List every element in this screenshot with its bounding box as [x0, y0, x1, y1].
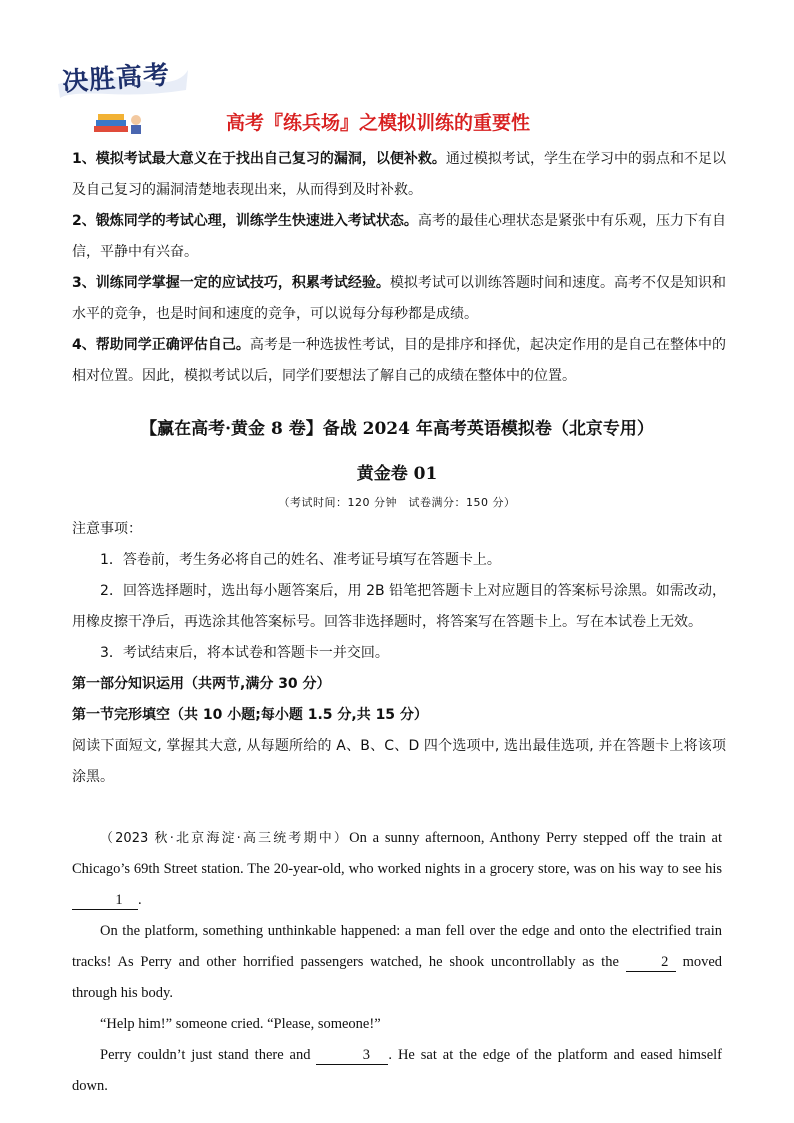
notes-section [72, 514, 726, 793]
passage-paragraph: On the platform, something unthinkable happened: a man fell over the edge and onto the electrified train tracks! As Perry and other horrified passengers watched, he shook uncontrollably as the 2 moved through his body. [72, 923, 723, 1001]
passage-paragraph: Perry couldn’t just stand there and 3 . He sat at the edge of the platform and eased himself down. [72, 1047, 722, 1094]
exam-time: （考试时间：120 分钟 试卷满分：150 分） [278, 496, 516, 509]
books-icon [88, 108, 148, 138]
banner-title: 高考『练兵场』之模拟训练的重要性 [226, 112, 531, 134]
exam-subtitle: 黄金卷 01 [356, 464, 438, 484]
reading-passage [72, 823, 722, 1102]
blank-2: 2 [626, 953, 676, 972]
passage-paragraph: “Help him!” someone cried. “Please, someone!” [100, 1016, 381, 1032]
passage-source: （2023 秋·北京海淀·高三统考期中） [100, 831, 350, 846]
notes-item: 2．回答选择题时，选出每小题答案后，用 2B 铅笔把答题卡上对应题目的答案标号涂黑。如需改动，用橡皮擦干净后，再选涂其他答案标号。回答非选择题时，将答案写在答题卡上。写在本试卷上无效。 [72, 583, 726, 630]
intro-item: 4、帮助同学正确评估自己。高考是一种选拔性考试，目的是排序和择优，起决定作用的是自己在整体中的相对位置。因此，模拟考试以后，同学们要想法了解自己的成绩在整体中的位置。 [72, 337, 727, 384]
intro-list [72, 144, 726, 392]
section-heading: 第一节完形填空（共 10 小题;每小题 1.5 分,共 15 分） [72, 707, 428, 723]
intro-item: 1、模拟考试最大意义在于找出自己复习的漏洞，以便补救。通过模拟考试，学生在学习中的弱点和不足以及自己复习的漏洞清楚地表现出来，从而得到及时补救。 [72, 151, 727, 198]
intro-item: 3、训练同学掌握一定的应试技巧，积累考试经验。模拟考试可以训练答题时间和速度。高考不仅是知识和水平的竞争，也是时间和速度的竞争，可以说每分每秒都是成绩。 [72, 275, 727, 322]
logo-text: 决胜高考 [61, 60, 172, 98]
blank-1: 1 [72, 891, 138, 910]
intro-item: 2、锻炼同学的考试心理，训练学生快速进入考试状态。高考的最佳心理状态是紧张中有乐观，压力下有自信，平静中有兴奋。 [72, 213, 727, 260]
exam-title: 【赢在高考·黄金 8 卷】备战 2024 年高考英语模拟卷（北京专用） [140, 419, 654, 439]
logo [58, 50, 190, 142]
instruction-text: 阅读下面短文, 掌握其大意, 从每题所给的 A、B、C、D 四个选项中, 选出最佳选项, 并在答题卡上将该项涂黑。 [72, 738, 726, 785]
notes-heading: 注意事项： [72, 521, 142, 537]
part-heading: 第一部分知识运用（共两节,满分 30 分） [72, 676, 331, 692]
blank-3: 3 [316, 1046, 388, 1065]
passage-paragraph: （2023 秋·北京海淀·高三统考期中）On a sunny afternoon, Anthony Perry stepped off the train at Chicago’s 69th Street station. The 20-year-old, who worked nights in a grocery store, was on his way to see his 1 . [72, 830, 723, 908]
notes-item: 3．考试结束后，将本试卷和答题卡一并交回。 [100, 645, 389, 661]
notes-item: 1．答卷前，考生务必将自己的姓名、准考证号填写在答题卡上。 [100, 552, 501, 568]
